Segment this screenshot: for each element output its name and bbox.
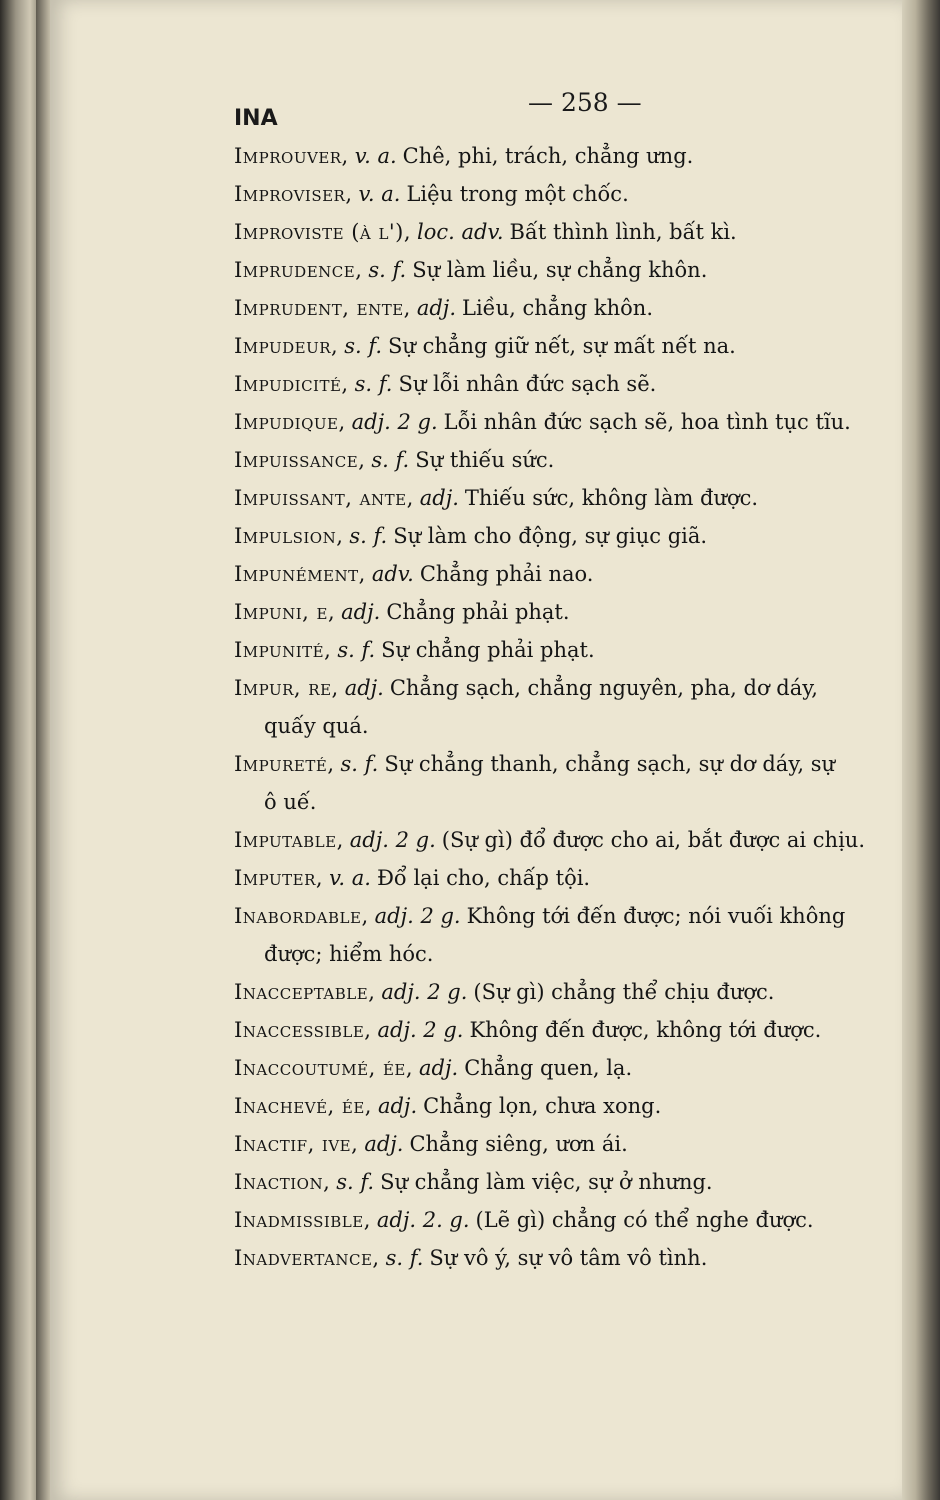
definition: Thiếu sức, không làm được. [464,486,759,510]
definition: Sự chẳng làm việc, sự ở nhưng. [380,1170,713,1194]
definition: Sự vô ý, sự vô tâm vô tình. [429,1246,708,1270]
dictionary-entry [234,897,914,973]
dictionary-entry [234,669,914,745]
part-of-speech: v. a. [329,866,371,890]
definition: Sự làm liều, sự chẳng khôn. [412,258,708,282]
headword: Imprudent, ente, [234,296,411,320]
part-of-speech: adj. [419,1056,459,1080]
dictionary-entry [234,973,914,1011]
definition: Không tới đến được; nói vuối không [466,904,846,928]
headword: Impur, re, [234,676,339,700]
dictionary-entry [234,1125,914,1163]
headword: Impulsion, [234,524,344,548]
headword: Inabordable, [234,904,369,928]
headword: Impunément, [234,562,366,586]
headword: Inaccoutumé, ée, [234,1056,414,1080]
part-of-speech: s. f. [368,258,407,282]
definition: (Lẽ gì) chẳng có thể nghe được. [475,1208,814,1232]
dictionary-entry [234,517,914,555]
definition: Sự chẳng phải phạt. [381,638,595,662]
part-of-speech: v. a. [358,182,401,206]
definition-continuation: được; hiểm hóc. [264,942,434,966]
part-of-speech: adj. [364,1132,404,1156]
definition: Sự thiếu sức. [415,448,555,472]
part-of-speech: adj. [416,296,456,320]
part-of-speech: loc. adv. [417,220,504,244]
dictionary-entry [234,555,914,593]
definition: Chẳng quen, lạ. [464,1056,633,1080]
headword: Impunité, [234,638,332,662]
definition: Chẳng phải nao. [419,562,594,586]
part-of-speech: adj. [377,1094,418,1118]
dictionary-entry [234,631,914,669]
headword: Improviser, [234,182,353,206]
definition: Sự làm cho động, sự giục giã. [393,524,708,548]
dictionary-entry [234,1087,914,1125]
headword: Impudique, [234,410,346,434]
definition: Chẳng siêng, ươn ái. [409,1132,628,1156]
part-of-speech: adj. 2 g. [349,828,436,852]
definition: Chẳng lọn, chưa xong. [423,1094,662,1118]
dictionary-entry [234,1163,914,1201]
definition: (Sự gì) chẳng thể chịu được. [473,980,775,1004]
part-of-speech: adj. [419,486,459,510]
part-of-speech: adj. [344,676,384,700]
dictionary-entry [234,403,914,441]
definition: Sự chẳng giữ nết, sự mất nết na. [388,334,736,358]
part-of-speech: adj. 2 g. [351,410,438,434]
headword: Inacceptable, [234,980,376,1004]
page-number: — 258 — [528,88,642,117]
headword: Imputer, [234,866,324,890]
headword: Impureté, [234,752,335,776]
part-of-speech: s. f. [336,1170,375,1194]
headword: Inadmissible, [234,1208,371,1232]
part-of-speech: s. f. [385,1246,424,1270]
headword: Impuissance, [234,448,366,472]
headword: Inactif, ive, [234,1132,359,1156]
definition-continuation: ô uế. [264,790,317,814]
part-of-speech: adj. [341,600,381,624]
dictionary-entry [234,745,914,821]
dictionary-entry [234,213,914,251]
definition-continuation: quấy quá. [264,714,369,738]
part-of-speech: adj. 2. g. [376,1208,470,1232]
headword: Impuissant, ante, [234,486,414,510]
headword: Inadvertance, [234,1246,380,1270]
part-of-speech: v. a. [354,144,397,168]
headword: Imprudence, [234,258,363,282]
dictionary-entry [234,137,914,175]
definition: Đổ lại cho, chấp tội. [376,866,591,890]
definition: Sự chẳng thanh, chẳng sạch, sự dơ dáy, sự [384,752,836,776]
part-of-speech: s. f. [340,752,379,776]
definition: Lỗi nhân đức sạch sẽ, hoa tình tục tĩu. [443,410,851,434]
definition: Sự lỗi nhân đức sạch sẽ. [398,372,657,396]
part-of-speech: adj. 2 g. [374,904,461,928]
definition: Chẳng sạch, chẳng nguyên, pha, dơ dáy, [389,676,818,700]
dictionary-entry [234,1011,914,1049]
headword: Improuver, [234,144,349,168]
dictionary-entry [234,175,914,213]
dictionary-entry [234,593,914,631]
headword: Impudeur, [234,334,339,358]
headword: Inaction, [234,1170,331,1194]
dictionary-entry [234,479,914,517]
part-of-speech: adj. 2 g. [381,980,468,1004]
dictionary-entry [234,251,914,289]
part-of-speech: s. f. [337,638,376,662]
running-header: INA [234,106,278,131]
part-of-speech: s. f. [349,524,388,548]
part-of-speech: adv. [371,562,414,586]
dictionary-entry [234,289,914,327]
definition: Không đến được, không tới được. [469,1018,822,1042]
definition: Bất thình lình, bất kì. [509,220,737,244]
part-of-speech: s. f. [354,372,393,396]
headword: Inachevé, ée, [234,1094,372,1118]
dictionary-entry [234,365,914,403]
headword: Impudicité, [234,372,349,396]
part-of-speech: adj. 2 g. [377,1018,464,1042]
dictionary-entry [234,1201,914,1239]
dictionary-entry [234,859,914,897]
dictionary-entry [234,1049,914,1087]
dictionary-entry [234,1239,914,1277]
part-of-speech: s. f. [371,448,410,472]
headword: Impuni, e, [234,600,336,624]
definition: Chê, phi, trách, chẳng ưng. [402,144,694,168]
definition: Liệu trong một chốc. [406,182,629,206]
headword: Inaccessible, [234,1018,372,1042]
definition: Liều, chẳng khôn. [462,296,653,320]
definition: (Sự gì) đổ được cho ai, bắt được ai chịu. [441,828,866,852]
definition: Chẳng phải phạt. [386,600,570,624]
headword: Imputable, [234,828,344,852]
dictionary-entry [234,821,914,859]
dictionary-entry [234,441,914,479]
dictionary-entry [234,327,914,365]
headword: Improviste (à l'), [234,220,412,244]
part-of-speech: s. f. [344,334,383,358]
